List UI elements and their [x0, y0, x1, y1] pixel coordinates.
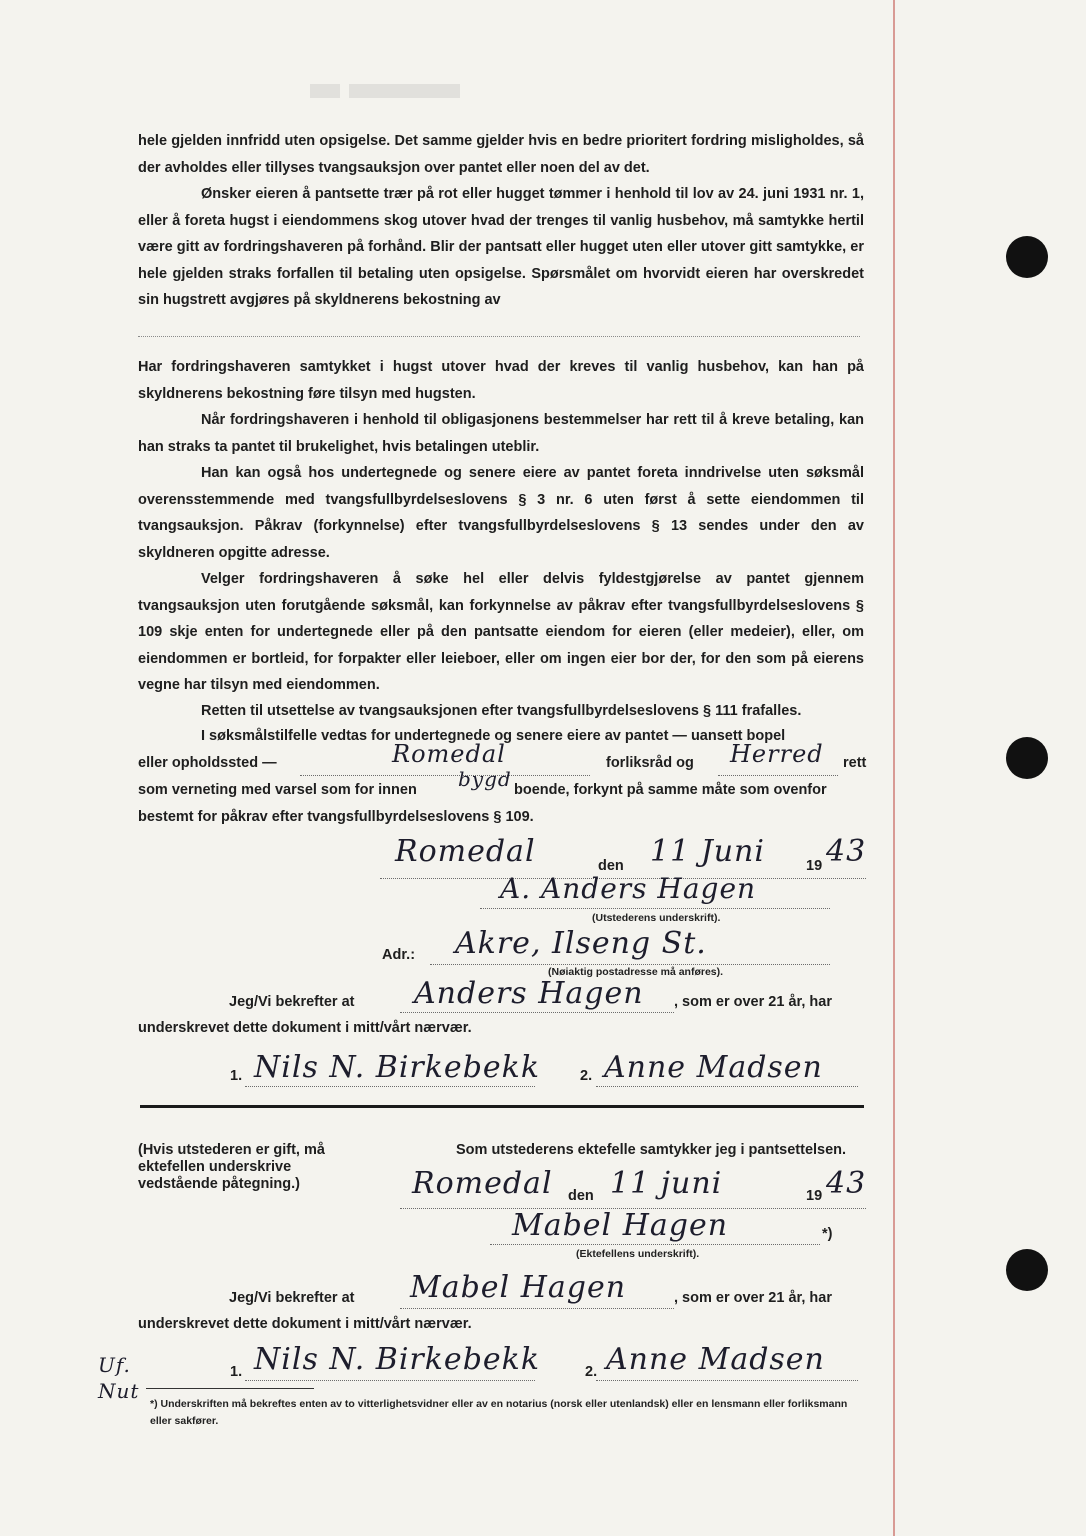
paragraph-supervision: Har fordringshaveren samtykket i hugst utover hvad der kreves til vanlig husbehov, kan han på skyldnerens bekostning føre tilsyn med hugsten. [138, 359, 864, 402]
venue-resident: bygd [458, 767, 512, 791]
address-label: Adr.: [382, 947, 416, 963]
fill-line [430, 964, 830, 965]
date-den: den [598, 858, 624, 874]
issuer-address: Akre, Ilseng St. [455, 926, 707, 961]
consent-text: Som utstederens ektefelle samtykker jeg i pantsettelsen. [456, 1142, 847, 1158]
spouse-witness-2: Anne Madsen [606, 1342, 825, 1377]
paragraph-default: hele gjelden innfridd uten opsigelse. Det samme gjelder hvis en bedre prioritert fordring misligholdes, så der avholdes eller tillyses tvangsauksjon over pantet eller noen del av det. [138, 133, 864, 176]
punch-hole [1006, 236, 1048, 278]
venue-council: Romedal [392, 740, 506, 768]
confirm-label: Jeg/Vi bekrefter at [229, 994, 355, 1010]
margin-rule [893, 0, 895, 1536]
confirm-tail: , som er over 21 år, har [674, 994, 832, 1010]
blank-line [138, 336, 860, 337]
witness-number: 1. [230, 1068, 243, 1084]
fill-line [490, 1244, 820, 1245]
venue-line-4: bestemt for påkrav efter tvangsfullbyrdelseslovens § 109. [138, 809, 534, 825]
witness-1: Nils N. Birkebekk [254, 1050, 541, 1085]
date-den: den [568, 1188, 594, 1204]
confirmed-name-spouse: Mabel Hagen [410, 1270, 627, 1305]
witness-number: 2. [585, 1364, 598, 1380]
spouse-signing-place: Romedal [412, 1166, 553, 1201]
fill-line [480, 908, 830, 909]
paragraph-postponement: Retten til utsettelse av tvangsauksjonen efter tvangsfullbyrdelseslovens § 111 frafalles. [201, 703, 802, 719]
signing-place: Romedal [395, 834, 536, 869]
confirm-tail: , som er over 21 år, har [674, 1290, 832, 1306]
punch-hole [1006, 737, 1048, 779]
spouse-year-suffix: 43 [826, 1166, 867, 1201]
margin-note: Uf. Nut [98, 1353, 140, 1403]
witness-2: Anne Madsen [604, 1050, 823, 1085]
spouse-signing-date: 11 juni [610, 1166, 723, 1201]
issuer-caption: (Utstederens underskrift). [592, 912, 721, 924]
venue-line-1: I søksmålstilfelle vedtas for undertegnede og senere eiere av pantet — uansett bopel [201, 728, 786, 744]
footnote-rule [146, 1388, 314, 1389]
spouse-instruction: (Hvis utstederen er gift, må ektefellen underskrive vedstående påtegning.) [138, 1142, 325, 1192]
venue-line-2a: eller opholdssted — [138, 755, 277, 771]
venue-line-2b: forliksråd og [606, 755, 694, 771]
spouse-witness-1: Nils N. Birkebekk [254, 1342, 541, 1377]
fill-line [300, 775, 590, 776]
spouse-caption: (Ektefellens underskrift). [576, 1248, 700, 1260]
faded-header [310, 84, 460, 98]
fill-line [400, 1012, 674, 1013]
fill-line [596, 1380, 858, 1381]
signed-line: underskrevet dette dokument i mitt/vårt nærvær. [138, 1020, 472, 1036]
year-prefix: 19 [806, 858, 823, 874]
punch-hole [1006, 1249, 1048, 1291]
section-divider [140, 1105, 864, 1108]
venue-line-3b: boende, forkynt på samme måte som ovenfor [514, 782, 827, 798]
paragraph-logging: Ønsker eieren å pantsette trær på rot eller hugget tømmer i henhold til lov av 24. juni 1931 nr. 1, eller å foreta hugst i eiendommens skog utover hvad der trenges til vanlig husbehov, må samtykke hertil være gitt av fordringshaveren på forhånd. Blir der pantsatt eller hugget uten eller utover gitt samtykke, er hele gjelden straks forfallen til betaling uten opsigelse. Spørsmålet om hvorvidt eieren har overskredet sin hugstrett avgjøres på skyldnerens bekostning av [138, 186, 864, 308]
spouse-signature: Mabel Hagen [512, 1208, 729, 1243]
footnote: *) Underskriften må bekreftes enten av to vitterlighetsvidner eller av en notarius (norsk eller utenlandsk) eller en lensmann eller forliksmann eller sakfører. [150, 1398, 848, 1427]
signed-line: underskrevet dette dokument i mitt/vårt nærvær. [138, 1316, 472, 1332]
confirm-label: Jeg/Vi bekrefter at [229, 1290, 355, 1306]
issuer-signature: A. Anders Hagen [500, 872, 757, 905]
paragraph-enforcement: Han kan også hos undertegnede og senere eiere av pantet foreta inndrivelse uten søksmål overensstemmende med tvangsfullbyrdelseslovens § 3 nr. 6 uten først å sette eiendommen til tvangsauksjon. Påkrav (forkynnelse) efter tvangsfullbyrdelseslovens § 13 sendes under den av skyldneren opgitte adresse. [138, 465, 864, 561]
venue-court: Herred [730, 740, 824, 768]
venue-line-2c: rett [843, 755, 867, 771]
signing-date: 11 Juni [650, 834, 765, 869]
fill-line [400, 1308, 674, 1309]
witness-number: 2. [580, 1068, 593, 1084]
venue-line-3a: som verneting med varsel som for innen [138, 782, 417, 798]
year-prefix: 19 [806, 1188, 823, 1204]
witness-number: 1. [230, 1364, 243, 1380]
footnote-marker: *) [822, 1226, 833, 1242]
paragraph-auction: Velger fordringshaveren å søke hel eller delvis fyldestgjørelse av pantet gjennem tvangsauksjon uten forutgående søksmål, kan forkynnelse av påkrav efter tvangsfullbyrdelseslovens § 109 skje enten for undertegnede eller på den pantsatte eiendom for eieren (eller medeier), eller, om eiendommen er bortleid, for forpakter eller leieboer, eller om ingen eier bor der, for den som på eierens vegne har tilsyn med eiendommen. [138, 571, 864, 693]
fill-line [245, 1380, 535, 1381]
fill-line [596, 1086, 858, 1087]
fill-line [718, 775, 838, 776]
year-suffix: 43 [826, 834, 867, 869]
confirmed-name: Anders Hagen [414, 976, 644, 1011]
address-caption: (Nøiaktig postadresse må anføres). [548, 966, 724, 978]
paragraph-payment: Når fordringshaveren i henhold til obligasjonens bestemmelser har rett til å kreve betaling, kan han straks ta pantet til brukelighet, hvis betalingen uteblir. [138, 412, 864, 455]
fill-line [245, 1086, 535, 1087]
